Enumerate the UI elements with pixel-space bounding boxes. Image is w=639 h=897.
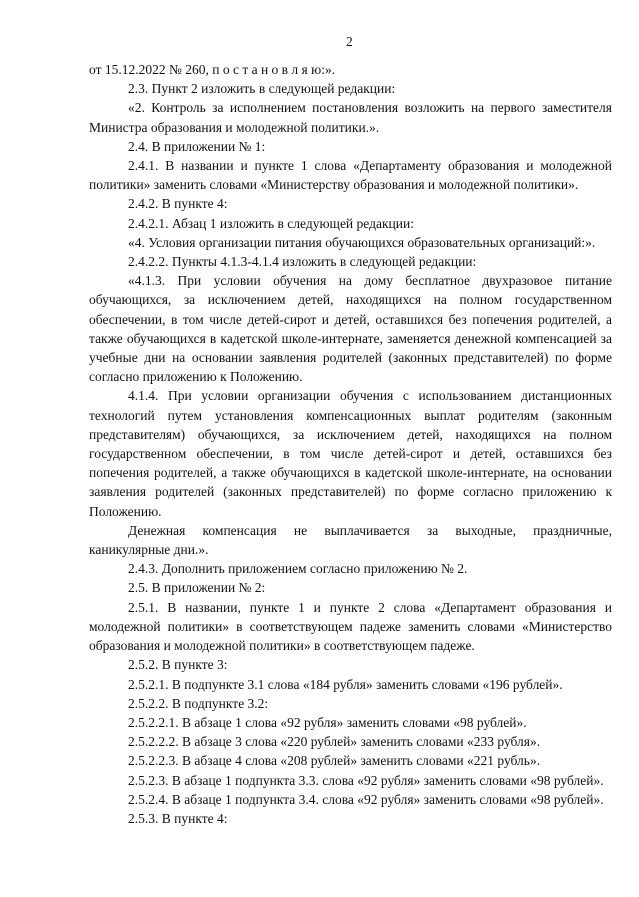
paragraph: 2.5.2.1. В подпункте 3.1 слова «184 рубля» заменить словами «196 рублей».	[128, 676, 563, 692]
paragraph: 2.5.2.2.2. В абзаце 3 слова «220 рублей» заменить словами «233 рубля».	[128, 734, 541, 750]
paragraph: 2.3. Пункт 2 изложить в следующей редакции:	[128, 81, 396, 97]
paragraph: 2.5.1. В названии, пункте 1 и пункте 2 слова «Департамент образования и молодежной политики» в соответствующем падеже заменить словами «Министерство образования и молодежной политики» в соответствующем падеже.	[89, 599, 612, 654]
paragraph: 2.5. В приложении № 2:	[128, 580, 266, 596]
page-number: 2	[346, 34, 353, 49]
paragraph: 4.1.4. При условии организации обучения с использованием дистанционных технологий путем установления компенсационных выплат родителям (законным представителям) обучающихся, за исключением детей, находящихся на полном государственном обеспечении, в том числе детей-сирот и детей, оставшихся без попечения родителей, а также обучающихся в кадетской школе-интернате, на основании заявления родителей (законных представителей) по форме согласно приложению к Положению.	[89, 388, 612, 519]
paragraph: 2.5.2.3. В абзаце 1 подпункта 3.3. слова «92 рубля» заменить словами «98 рублей».	[128, 772, 604, 788]
paragraph: 2.4.2. В пункте 4:	[128, 196, 228, 212]
paragraph: Денежная компенсация не выплачивается за выходные, праздничные, каникулярные дни.».	[89, 522, 612, 558]
paragraph: 2.4.3. Дополнить приложением согласно приложению № 2.	[128, 561, 468, 577]
paragraph: 2.4.2.2. Пункты 4.1.3-4.1.4 изложить в следующей редакции:	[128, 254, 477, 270]
paragraph: «4.1.3. При условии обучения на дому бесплатное двухразовое питание обучающихся, за исключением детей, находящихся на полном государственном обеспечении, в том числе детей-сирот и детей, оставшихся без попечения родителей, а также обучающихся в кадетской школе-интернате, заменяется денежной компенсацией за учебные дни на основании заявления родителей (законных представителей) по форме согласно приложению к Положению.	[89, 273, 612, 385]
paragraph: 2.4.2.1. Абзац 1 изложить в следующей редакции:	[128, 215, 414, 231]
paragraph: 2.5.2.2.3. В абзаце 4 слова «208 рублей» заменить словами «221 рубль».	[128, 753, 541, 769]
paragraph: от 15.12.2022 № 260, п о с т а н о в л я ю:».	[89, 62, 336, 77]
paragraph: 2.4.1. В названии и пункте 1 слова «Департаменту образования и молодежной политики» заменить словами «Министерству образования и молодежной политики».	[89, 158, 612, 193]
paragraph: «4. Условия организации питания обучающихся образовательных организаций:».	[128, 234, 596, 250]
paragraph: 2.5.2.2.1. В абзаце 1 слова «92 рубля» заменить словами «98 рублей».	[128, 714, 527, 730]
paragraph: 2.5.2.4. В абзаце 1 подпункта 3.4. слова «92 рубля» заменить словами «98 рублей».	[128, 791, 604, 807]
paragraph: «2. Контроль за исполнением постановления возложить на первого заместителя Министра образования и молодежной политики.».	[89, 100, 612, 135]
paragraph: 2.5.3. В пункте 4:	[128, 810, 228, 826]
document-body	[89, 60, 612, 828]
paragraph: 2.4. В приложении № 1:	[128, 138, 266, 154]
paragraph: 2.5.2.2. В подпункте 3.2:	[128, 695, 269, 711]
paragraph: 2.5.2. В пункте 3:	[128, 657, 228, 673]
